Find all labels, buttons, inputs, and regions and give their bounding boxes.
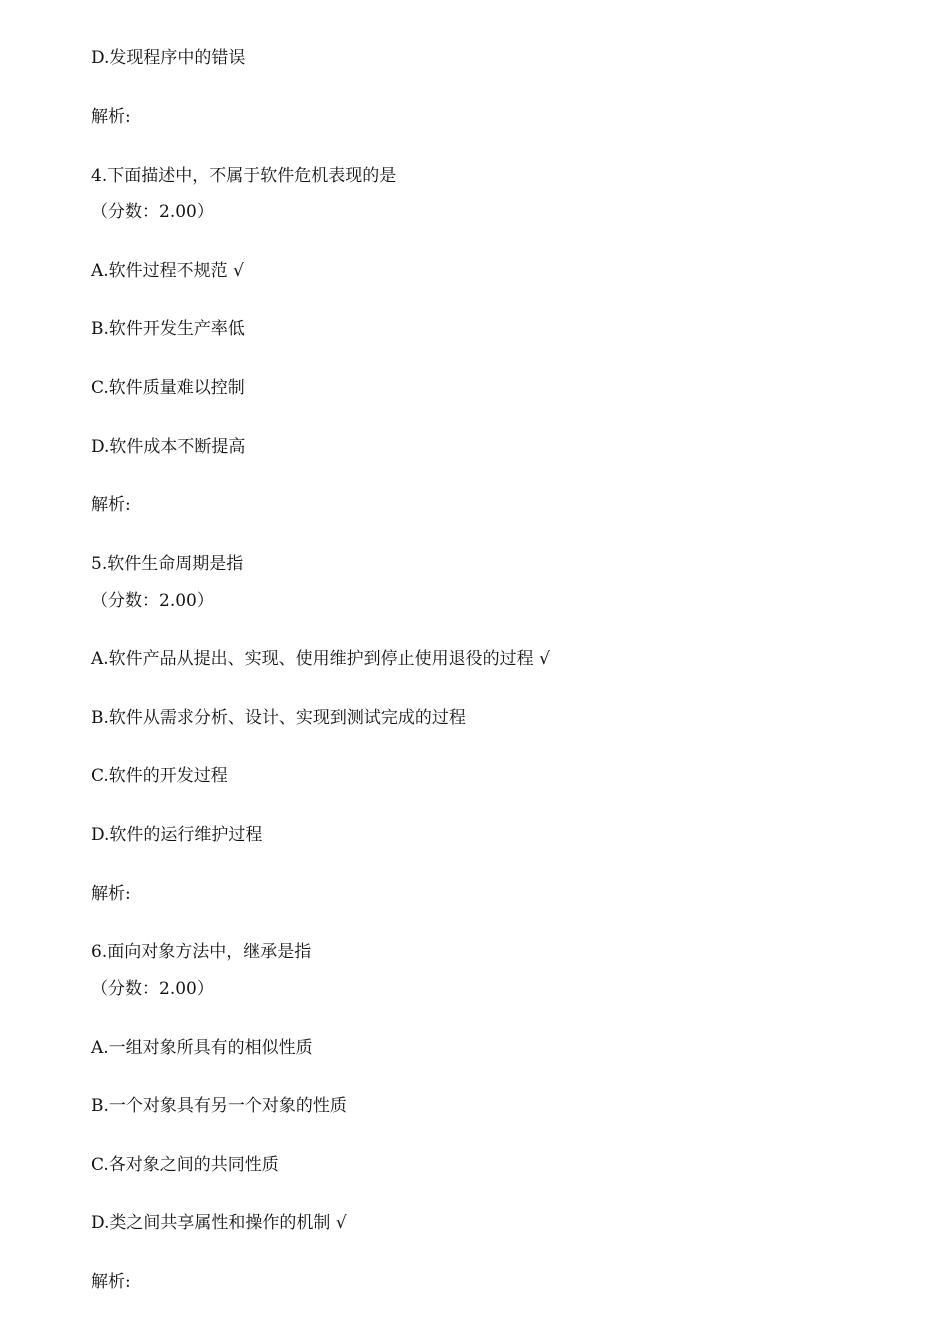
prev-analysis-label: 解析: bbox=[91, 107, 131, 127]
q6-stem: 6.面向对象方法中，继承是指 bbox=[91, 942, 312, 962]
q5-score: （分数：2.00） bbox=[91, 591, 214, 611]
q4-option-a: A.软件过程不规范 √ bbox=[91, 261, 244, 281]
q5-option-d: D.软件的运行维护过程 bbox=[91, 825, 263, 845]
q4-stem: 4.下面描述中，不属于软件危机表现的是 bbox=[91, 166, 397, 186]
q6-option-c: C.各对象之间的共同性质 bbox=[91, 1155, 279, 1175]
q5-option-a: A.软件产品从提出、实现、使用维护到停止使用退役的过程 √ bbox=[91, 649, 550, 669]
q6-option-b: B.一个对象具有另一个对象的性质 bbox=[91, 1096, 347, 1116]
q5-option-c: C.软件的开发过程 bbox=[91, 766, 228, 786]
q4-option-b: B.软件开发生产率低 bbox=[91, 319, 245, 339]
q6-score: （分数：2.00） bbox=[91, 979, 214, 999]
q5-stem: 5.软件生命周期是指 bbox=[91, 554, 244, 574]
q5-analysis-label: 解析: bbox=[91, 884, 131, 904]
q4-analysis-label: 解析: bbox=[91, 495, 131, 515]
q4-option-c: C.软件质量难以控制 bbox=[91, 378, 245, 398]
q5-option-b: B.软件从需求分析、设计、实现到测试完成的过程 bbox=[91, 708, 466, 728]
q6-analysis-label: 解析: bbox=[91, 1272, 131, 1292]
q6-option-d: D.类之间共享属性和操作的机制 √ bbox=[91, 1213, 347, 1233]
q4-option-d: D.软件成本不断提高 bbox=[91, 437, 246, 457]
q6-option-a: A.一组对象所具有的相似性质 bbox=[91, 1038, 313, 1058]
prev-option-d: D.发现程序中的错误 bbox=[91, 48, 246, 68]
q4-score: （分数：2.00） bbox=[91, 202, 214, 222]
